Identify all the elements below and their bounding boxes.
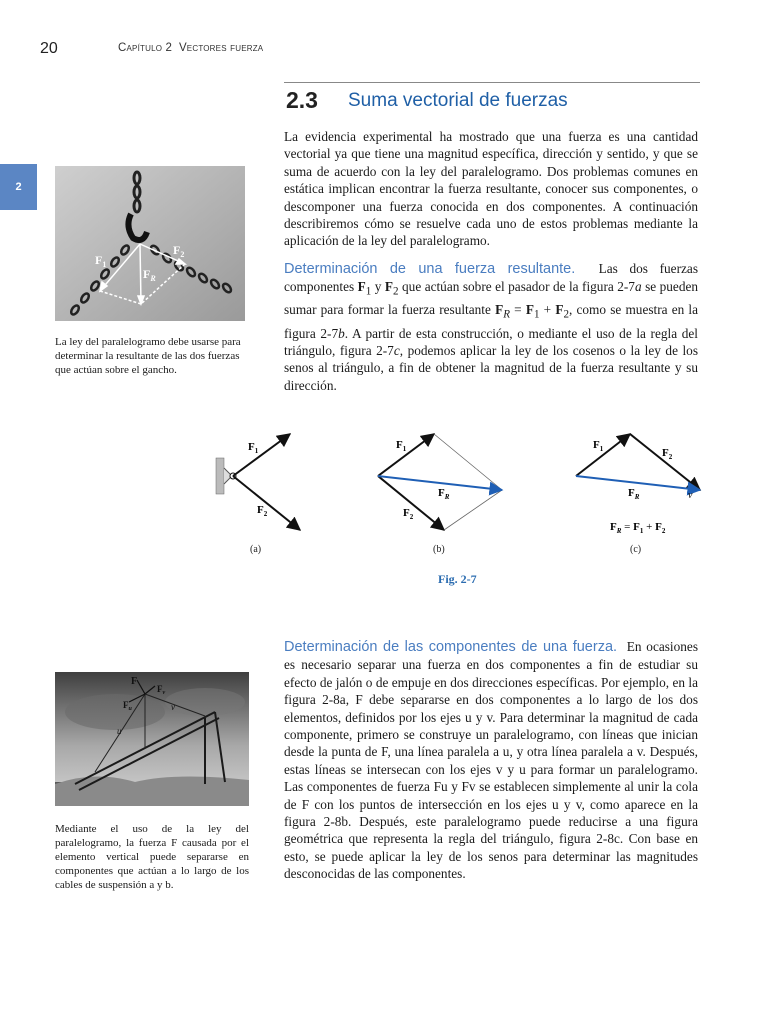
hook-photo-illustration: [55, 166, 245, 321]
section-number: 2.3: [286, 87, 318, 113]
components-body: En ocasiones es necesario separar una fuerza en dos componentes a fin de estudiar su efecto de jalón o de empuje en dos direcciones específicas. Por ejemplo, en la figura 2-8a, F debe separarse en dos componentes a lo largo de los dos elementos, definidos por los ejes u y v. Para determinar la magnitud de cada componente, primero se construye un paralelogramo, con líneas que inician desde la punta de F, una línea paralela a u, y otra línea paralela a v. Después, estas líneas se intersecan con los ejes v y u para formar un paralelogramo. Las componentes de fuerza Fu y Fv se establecen simplemente al unir la cola de F con los puntos de intersección en los ejes u y v, como aparece en la figura 2-8b. Después, este paralelogramo puede reducirse a una figura geométrica que representa la regla del triángulo, figura 2-8c. Con base en esto, se puede aplicar la ley de los senos para determinar las magnitudes desconocidas de las componentes.: [284, 639, 698, 882]
panel-a-f1: $F_1$: [248, 441, 259, 455]
photo2-label-v: v: [171, 702, 175, 712]
photo1-label-f2: $F_2$: [173, 243, 185, 259]
equation-fr: $F_R = F_1 + F_2$: [610, 521, 666, 535]
resultant-heading: Determinación de una fuerza resultante.: [284, 261, 576, 277]
panel-c-diagram: [576, 434, 700, 535]
resultant-text-3: se pueden sumar para formar la fuerza resultante: [284, 279, 699, 318]
components-heading: Determinación de las componentes de una fuerza.: [284, 639, 618, 655]
panel-b-fr: $F_R$: [438, 487, 450, 501]
page-number: 20: [40, 40, 58, 57]
components-paragraph: [284, 638, 698, 883]
photo2-caption: Mediante el uso de la ley del paralelogramo, la fuerza F causada por el elemento vertical puede separarse en componentes que actúan a lo largo de los cables de suspensión a y b.: [55, 823, 249, 891]
section-rule: [284, 82, 700, 83]
resultant-text-4: como se muestra en la figura 2-7: [284, 302, 699, 341]
panel-b-f2: $F_2$: [403, 507, 414, 521]
photo2-label-u: u: [117, 726, 122, 736]
intro-paragraph: La evidencia experimental ha mostrado que una fuerza es una cantidad vectorial ya que tiene una magnitud específica, dirección y sentido, y que se suma de acuerdo con la ley del paralelogramo. Dos problemas comunes en estática implican encontrar la fuerza resultante, conocer sus componentes, o descomponer una fuerza conocida en dos componentes. A continuación describiremos cómo se resuelve cada uno de estos problemas mediante la aplicación de la ley del paralelogramo.: [284, 129, 698, 249]
section-title: Suma vectorial de fuerzas: [348, 90, 568, 111]
photo1-label-fr: $F_R$: [143, 267, 156, 283]
resultant-paragraph: Determinación de una fuerza resultante. Las dos fuerzas componentes $F_1$ y $F_2$ que actúan sobre el pasador de la figura 2-7a se pueden sumar para formar la fuerza resultante $F_R = F_1 + F_2$, como se muestra en la figura 2-7b. A partir de esta construcción, o mediante el uso de la regla del triángulo, figura 2-7c, podemos aplicar la ley de los cosenos o la ley de los senos al triángulo, a fin de obtener la magnitud de la fuerza resultante y su dirección.: [284, 261, 699, 393]
photo1-caption: La ley del paralelogramo debe usarse para determinar la resultante de las dos fuerzas que actúan sobre el gancho.: [55, 336, 241, 376]
photo1-label-f1: $F_1$: [95, 253, 107, 269]
panel-c-fr: $F_R$: [628, 487, 640, 501]
resultant-text-2: que actúan sobre el pasador de la figura 2-7: [402, 279, 635, 295]
panel-a-label: (a): [250, 544, 262, 555]
panel-a-diagram: [216, 434, 300, 530]
photo2-label-fv: $F_v$: [157, 684, 166, 696]
chapter-label: Capítulo 2: [118, 42, 173, 54]
figure-title: Fig. 2-7: [438, 572, 477, 586]
crane-photo: [55, 672, 249, 806]
panel-b-f1: $F_1$: [396, 439, 407, 453]
panel-b-diagram: [378, 434, 502, 530]
resultant-text-1: Las dos fuerzas componentes: [284, 261, 698, 295]
panel-c-f1: $F_1$: [593, 439, 604, 453]
panel-b-label: (b): [433, 544, 445, 555]
crane-photo-illustration: [55, 672, 249, 806]
photo2-label-f: F: [131, 676, 138, 687]
chapter-title: Vectores fuerza: [178, 42, 264, 54]
panel-c-label: (c): [630, 544, 642, 555]
chapter-tab: 2: [0, 164, 37, 210]
photo2-label-fu: $F_u$: [123, 700, 132, 712]
resultant-text-5: . A partir de esta construcción, o mediante el uso de la regla del triángulo, figura 2-7: [284, 325, 698, 358]
running-head: [118, 42, 263, 54]
panel-a-f2: $F_2$: [257, 504, 268, 518]
figure-2-7: [200, 420, 720, 600]
panel-c-v: v: [688, 490, 693, 501]
resultant-text-6: , podemos aplicar la ley de los cosenos o la ley de los senos al triángulo, a fin de obtener la magnitud de la fuerza resultante y su dirección.: [284, 342, 699, 393]
hook-photo: [55, 166, 245, 321]
panel-c-f2: $F_2$: [662, 447, 673, 461]
